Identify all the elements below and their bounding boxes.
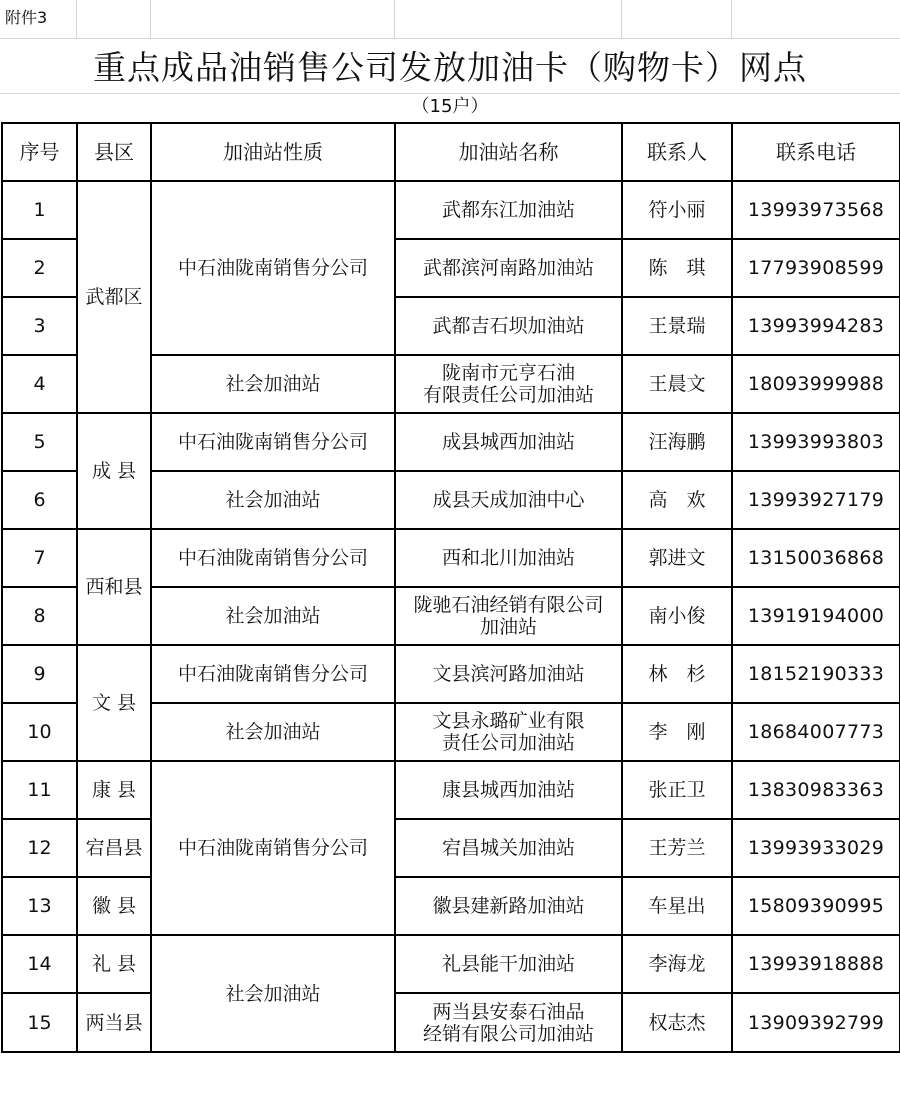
county-cell: 礼 县 xyxy=(77,935,151,993)
seq-cell: 9 xyxy=(2,645,77,703)
contact-cell: 李 刚 xyxy=(622,703,732,761)
phone-cell: 13993918888 xyxy=(732,935,900,993)
phone-cell: 17793908599 xyxy=(732,239,900,297)
gridline xyxy=(621,0,622,38)
contact-cell: 权志杰 xyxy=(622,993,732,1052)
gridline xyxy=(731,0,732,38)
gridline xyxy=(150,0,151,38)
phone-cell: 18152190333 xyxy=(732,645,900,703)
station-cell: 徽县建新路加油站 xyxy=(395,877,622,935)
station-cell: 成县天成加油中心 xyxy=(395,471,622,529)
nature-cell: 社会加油站 xyxy=(151,935,395,1052)
station-cell: 陇南市元亨石油 有限责任公司加油站 xyxy=(395,355,622,413)
station-cell: 武都吉石坝加油站 xyxy=(395,297,622,355)
table-header-row xyxy=(2,123,900,181)
county-cell: 康 县 xyxy=(77,761,151,819)
header-station: 加油站名称 xyxy=(395,123,622,181)
seq-cell: 14 xyxy=(2,935,77,993)
phone-cell: 13993993803 xyxy=(732,413,900,471)
table-row xyxy=(2,181,900,239)
table-row xyxy=(2,413,900,471)
phone-cell: 13993927179 xyxy=(732,471,900,529)
county-cell: 西和县 xyxy=(77,529,151,645)
gridline xyxy=(0,38,900,39)
header-nature: 加油站性质 xyxy=(151,123,395,181)
nature-cell: 中石油陇南销售分公司 xyxy=(151,529,395,587)
phone-cell: 13150036868 xyxy=(732,529,900,587)
contact-cell: 汪海鹏 xyxy=(622,413,732,471)
station-cell: 武都东江加油站 xyxy=(395,181,622,239)
nature-cell: 社会加油站 xyxy=(151,471,395,529)
gridline xyxy=(76,0,77,38)
seq-cell: 8 xyxy=(2,587,77,645)
table-row xyxy=(2,529,900,587)
seq-cell: 2 xyxy=(2,239,77,297)
header-county: 县区 xyxy=(77,123,151,181)
station-cell: 西和北川加油站 xyxy=(395,529,622,587)
station-cell: 文县永璐矿业有限 责任公司加油站 xyxy=(395,703,622,761)
annex-label: 附件3 xyxy=(5,8,48,27)
nature-cell: 社会加油站 xyxy=(151,587,395,645)
county-cell: 武都区 xyxy=(77,181,151,413)
phone-cell: 13993973568 xyxy=(732,181,900,239)
phone-cell: 18684007773 xyxy=(732,703,900,761)
nature-cell: 中石油陇南销售分公司 xyxy=(151,645,395,703)
nature-cell: 社会加油站 xyxy=(151,355,395,413)
station-cell: 武都滨河南路加油站 xyxy=(395,239,622,297)
county-cell: 徽 县 xyxy=(77,877,151,935)
seq-cell: 10 xyxy=(2,703,77,761)
contact-cell: 符小丽 xyxy=(622,181,732,239)
station-cell: 成县城西加油站 xyxy=(395,413,622,471)
contact-cell: 南小俊 xyxy=(622,587,732,645)
seq-cell: 12 xyxy=(2,819,77,877)
contact-cell: 郭进文 xyxy=(622,529,732,587)
station-cell: 文县滨河路加油站 xyxy=(395,645,622,703)
seq-cell: 4 xyxy=(2,355,77,413)
county-cell: 两当县 xyxy=(77,993,151,1052)
station-table xyxy=(1,122,900,1053)
nature-cell: 中石油陇南销售分公司 xyxy=(151,181,395,355)
station-cell: 康县城西加油站 xyxy=(395,761,622,819)
table-row xyxy=(2,761,900,819)
phone-cell: 13993994283 xyxy=(732,297,900,355)
seq-cell: 3 xyxy=(2,297,77,355)
seq-cell: 6 xyxy=(2,471,77,529)
header-contact: 联系人 xyxy=(622,123,732,181)
station-cell: 两当县安泰石油品 经销有限公司加油站 xyxy=(395,993,622,1052)
table-row xyxy=(2,819,900,877)
page-subtitle: （15户） xyxy=(411,96,489,117)
table-row xyxy=(2,993,900,1052)
contact-cell: 王芳兰 xyxy=(622,819,732,877)
county-cell: 文 县 xyxy=(77,645,151,761)
nature-cell: 社会加油站 xyxy=(151,703,395,761)
contact-cell: 张正卫 xyxy=(622,761,732,819)
gridline xyxy=(394,0,395,38)
contact-cell: 高 欢 xyxy=(622,471,732,529)
seq-cell: 7 xyxy=(2,529,77,587)
station-cell: 陇驰石油经销有限公司 加油站 xyxy=(395,587,622,645)
nature-cell: 中石油陇南销售分公司 xyxy=(151,413,395,471)
header-phone: 联系电话 xyxy=(732,123,900,181)
phone-cell: 13919194000 xyxy=(732,587,900,645)
phone-cell: 18093999988 xyxy=(732,355,900,413)
seq-cell: 13 xyxy=(2,877,77,935)
phone-cell: 13993933029 xyxy=(732,819,900,877)
station-cell: 礼县能干加油站 xyxy=(395,935,622,993)
table-row xyxy=(2,877,900,935)
phone-cell: 13909392799 xyxy=(732,993,900,1052)
seq-cell: 5 xyxy=(2,413,77,471)
seq-cell: 15 xyxy=(2,993,77,1052)
phone-cell: 13830983363 xyxy=(732,761,900,819)
phone-cell: 15809390995 xyxy=(732,877,900,935)
contact-cell: 李海龙 xyxy=(622,935,732,993)
nature-cell: 中石油陇南销售分公司 xyxy=(151,761,395,935)
seq-cell: 1 xyxy=(2,181,77,239)
header-seq: 序号 xyxy=(2,123,77,181)
table-row xyxy=(2,645,900,703)
contact-cell: 王景瑞 xyxy=(622,297,732,355)
county-cell: 成 县 xyxy=(77,413,151,529)
table-row xyxy=(2,935,900,993)
contact-cell: 林 杉 xyxy=(622,645,732,703)
seq-cell: 11 xyxy=(2,761,77,819)
station-cell: 宕昌城关加油站 xyxy=(395,819,622,877)
contact-cell: 王晨文 xyxy=(622,355,732,413)
county-cell: 宕昌县 xyxy=(77,819,151,877)
page-title: 重点成品油销售公司发放加油卡（购物卡）网点 xyxy=(93,48,807,87)
contact-cell: 陈 琪 xyxy=(622,239,732,297)
contact-cell: 车星出 xyxy=(622,877,732,935)
